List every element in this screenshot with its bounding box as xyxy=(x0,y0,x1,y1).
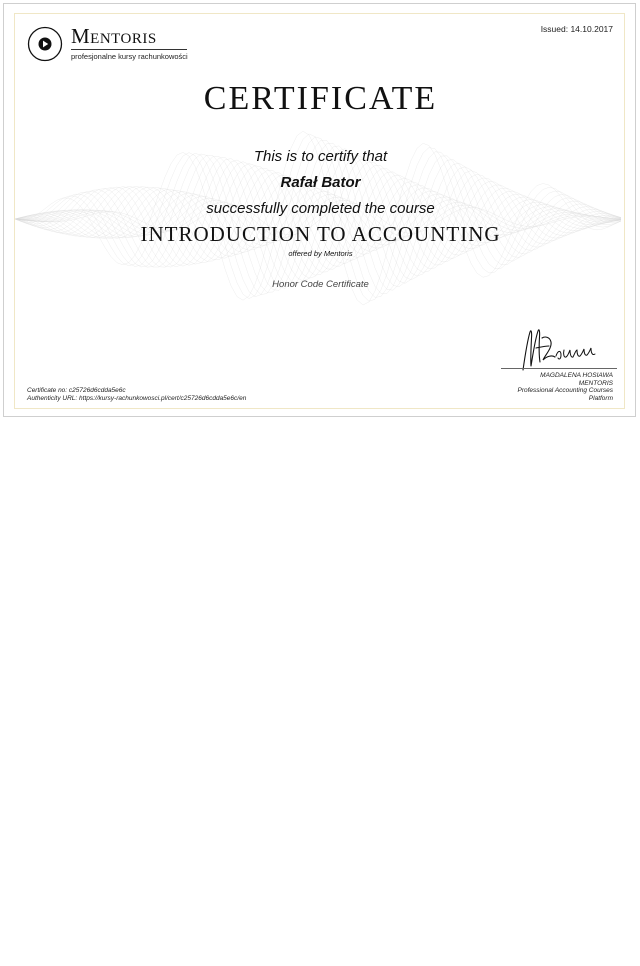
certificate-title: CERTIFICATE xyxy=(203,80,438,117)
signer-name: MAGDALENA HOSIAWA xyxy=(540,372,613,379)
certificate-number: Certificate no: c25726d6cdda5e6c xyxy=(27,387,126,394)
authenticity-url: Authenticity URL: https://kursy-rachunkowosci.pl/cert/c25726d6cdda5e6c/en xyxy=(27,395,247,402)
guilloche-line xyxy=(15,149,621,289)
recipient-name: Rafał Bator xyxy=(280,174,361,191)
signer-block xyxy=(517,372,613,402)
signer-role-continued: Platform xyxy=(588,394,613,402)
offered-by: offered by Mentoris xyxy=(288,249,353,258)
certificate-identifiers xyxy=(27,387,246,403)
guilloche-line xyxy=(15,152,621,286)
signer-organization: MENTORIS xyxy=(578,379,613,387)
brand-name: Mentoris xyxy=(71,24,157,48)
brand-divider xyxy=(71,49,187,50)
play-circle-icon xyxy=(27,26,63,62)
brand-tagline: profesjonalne kursy rachunkowości xyxy=(71,52,188,61)
issued-date: Issued: 14.10.2017 xyxy=(540,24,613,34)
certificate-type: Honor Code Certificate xyxy=(272,279,369,290)
signer-role: Professional Accounting Courses xyxy=(517,387,613,394)
signature-image xyxy=(509,326,615,372)
mentoris-logo xyxy=(27,24,197,64)
signature-line xyxy=(501,368,617,369)
certificate-frame xyxy=(14,13,625,409)
certify-statement: This is to certify that xyxy=(253,148,388,165)
course-title: INTRODUCTION TO ACCOUNTING xyxy=(140,222,501,246)
guilloche-pattern xyxy=(15,114,625,324)
certificate xyxy=(3,3,636,417)
completion-statement: successfully completed the course xyxy=(206,200,435,217)
